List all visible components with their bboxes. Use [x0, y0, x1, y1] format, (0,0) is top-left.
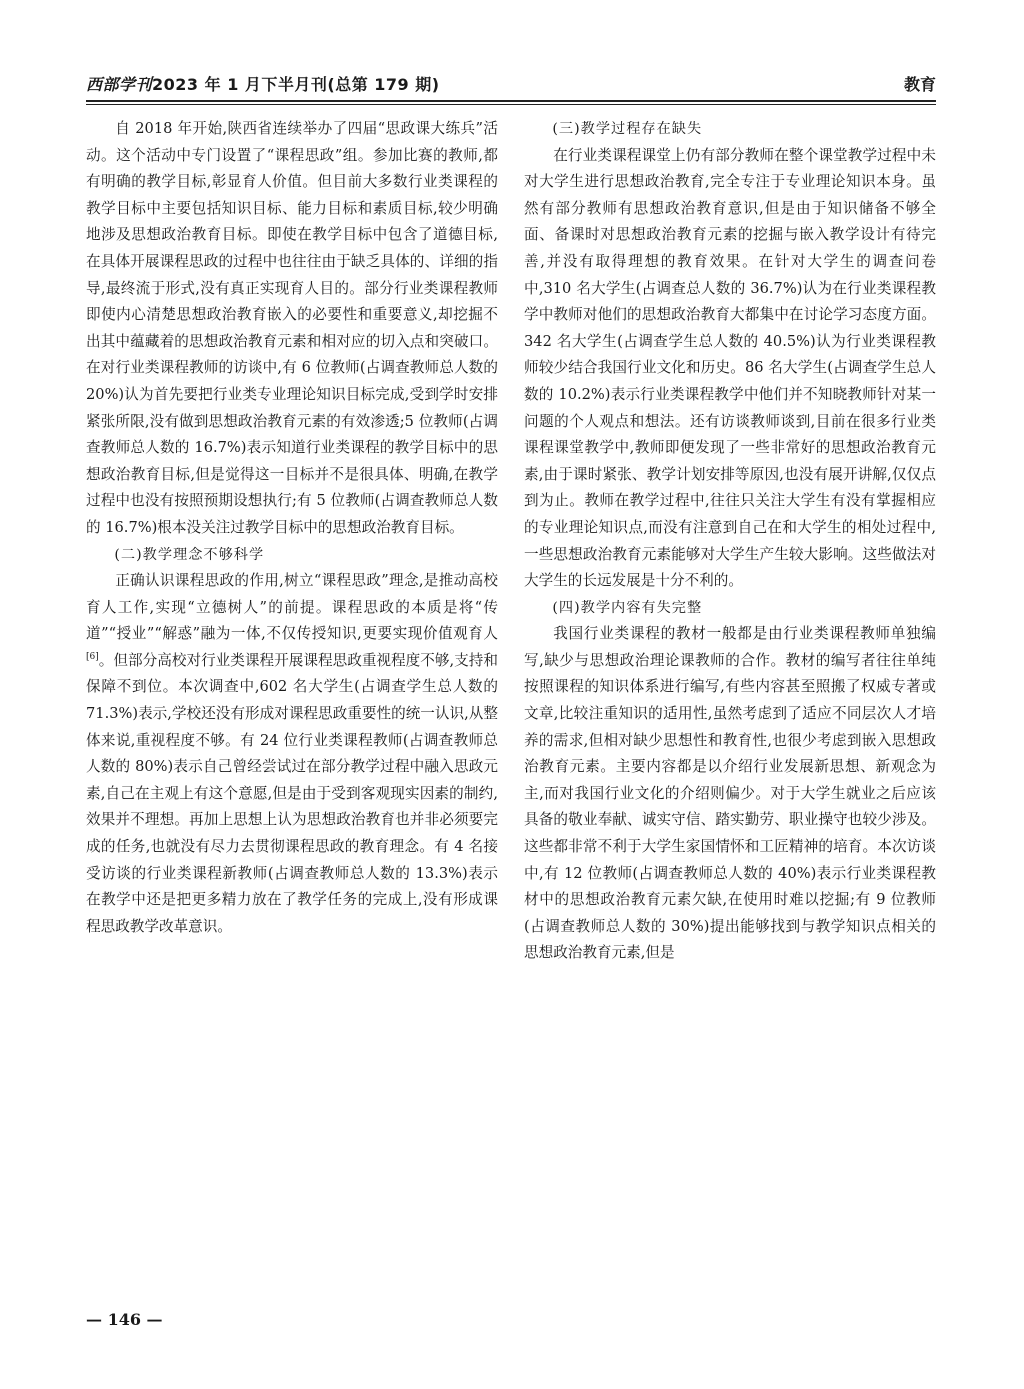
paragraph-text: 。但部分高校对行业类课程开展课程思政重视程度不够,支持和保障不到位。本次调查中,602 名大学生(占调查学生总人数的 71.3%)表示,学校还没有形成对课程思政重要性的统一认识,从整体来说,重视程度不够。有 24 位行业类课程教师(占调查教师总人数的 80%)表示自己曾经尝试过在部分教学过程中融入思政元素,自己在主观上有这个意愿,但是由于受到客观现实因素的制约,效果并不理想。再加上思想上认为思想政治教育也并非必须要完成的任务,也就没有尽力去贯彻课程思政的教育理念。有 4 名接受访谈的行业类课程新教师(占调查教师总人数的 13.3%)表示在教学中还是把更多精力放在了教学任务的完成上,没有形成课程思政教学改革意识。: [86, 651, 498, 935]
journal-issue-line: [86, 72, 440, 95]
paragraph: 在行业类课程课堂上仍有部分教师在整个课堂教学过程中未对大学生进行思想政治教育,完全专注于专业理论知识本身。虽然有部分教师有思想政治教育意识,但是由于知识储备不够全面、备课时对思想政治教育元素的挖掘与嵌入教学设计有待完善,并没有取得理想的教育效果。在针对大学生的调查问卷中,310 名大学生(占调查总人数的 36.7%)认为在行业类课程教学中教师对他们的思想政治教育大都集中在讨论学习态度方面。342 名大学生(占调查学生总人数的 40.5%)认为行业类课程教师较少结合我国行业文化和历史。86 名大学生(占调查学生总人数的 10.2%)表示行业类课程教学中他们并不知晓教师针对某一问题的个人观点和想法。还有访谈教师谈到,目前在很多行业类课程课堂教学中,教师即便发现了一些非常好的思想政治教育元素,由于课时紧张、教学计划安排等原因,也没有展开讲解,仅仅点到为止。教师在教学过程中,往往只关注大学生有没有掌握相应的专业理论知识点,而没有注意到自己在和大学生的相处过程中,一些思想政治教育元素能够对大学生产生较大影响。这些做法对大学生的长远发展是十分不利的。: [524, 146, 936, 590]
section-label: 教育: [903, 75, 936, 94]
header-rule: [86, 100, 936, 102]
section-heading: (四)教学内容有失完整: [552, 599, 703, 616]
page-number: — 146 —: [86, 1310, 163, 1329]
citation-ref: [6]: [86, 652, 99, 663]
left-column: [86, 116, 498, 940]
running-header: [86, 72, 936, 98]
section-heading: (三)教学过程存在缺失: [552, 121, 703, 137]
paragraph: 自 2018 年开始,陕西省连续举办了四届“思政课大练兵”活动。这个活动中专门设置了“课程思政”组。参加比赛的教师,都有明确的教学目标,彰显育人价值。但目前大多数行业类课程的教学目标中主要包括知识目标、能力目标和素质目标,较少明确地涉及思想政治教育目标。即使在教学目标中包含了道德目标,在具体开展课程思政的过程中也往往由于缺乏具体的、详细的指导,最终流于形式,没有真正实现育人目的。部分行业类课程教师即使内心清楚思想政治教育嵌入的必要性和重要意义,却挖掘不出其中蕴藏着的思想政治教育元素和相对应的切入点和突破口。在对行业类课程教师的访谈中,有 6 位教师(占调查教师总人数的 20%)认为首先要把行业类专业理论知识目标完成,受到学时安排紧张所限,没有做到思想政治教育元素的有效渗透;5 位教师(占调查教师总人数的 16.7%)表示知道行业类课程的教学目标中的思想政治教育目标,但是觉得这一目标并不是很具体、明确,在教学过程中也没有按照预期设想执行;有 5 位教师(占调查教师总人数的 16.7%)根本没关注过教学目标中的思想政治教育目标。: [86, 120, 498, 536]
paragraph: [86, 568, 498, 940]
paragraph: 我国行业类课程的教材一般都是由行业类课程教师单独编写,缺少与思想政治理论课教师的合作。教材的编写者往往单纯按照课程的知识体系进行编写,有些内容甚至照搬了权威专著或文章,比较注重知识的适用性,虽然考虑到了适应不同层次人才培养的需求,但相对缺少思想性和教育性,也很少考虑到嵌入思想政治教育元素。主要内容都是以介绍行业发展新思想、新观念为主,而对我国行业文化的介绍则偏少。对于大学生就业之后应该具备的敬业奉献、诚实守信、踏实勤劳、职业操守也较少涉及。这些都非常不利于大学生家国情怀和工匠精神的培育。本次访谈中,有 12 位教师(占调查教师总人数的 40%)表示行业类课程教材中的思想政治教育元素欠缺,在使用时难以挖掘;有 9 位教师(占调查教师总人数的 30%)提出能够找到与教学知识点相关的思想政治教育元素,但是: [524, 625, 936, 962]
journal-logo: 西部学刊: [86, 75, 153, 94]
paragraph-text: 正确认识课程思政的作用,树立“课程思政”理念,是推动高校育人工作,实现“立德树人”的前提。课程思政的本质是将“传道”“授业”“解惑”融为一体,不仅传授知识,更要实现价值观育人: [86, 572, 498, 643]
right-column: [524, 116, 936, 967]
issue-info: 2023 年 1 月下半月刊(总第 179 期): [152, 75, 440, 94]
section-heading: (二)教学理念不够科学: [114, 546, 265, 563]
header-rule-thin: [86, 104, 936, 105]
